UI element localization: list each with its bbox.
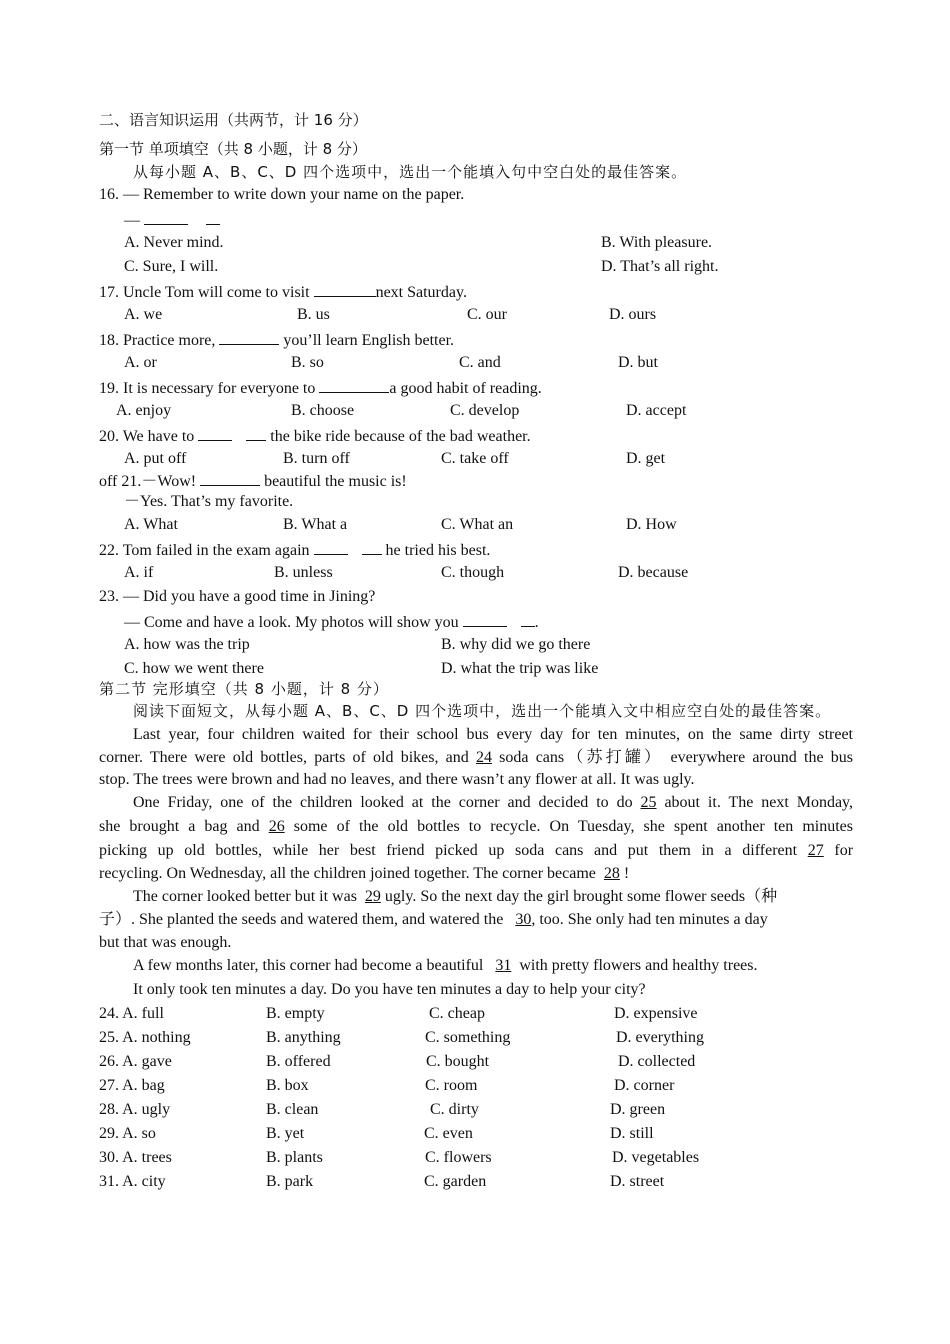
answer-blank: [319, 376, 389, 393]
cloze-option: B. anything: [266, 1029, 341, 1046]
option: C. though: [441, 564, 505, 581]
passage-line: One Friday, one of the children looked at the corner and decided to do 25 about it. The next Monday,: [133, 794, 854, 811]
section1-instruction: 从每小题 A、B、C、D 四个选项中，选出一个能填入句中空白处的最佳答案。: [133, 163, 688, 181]
cloze-option: B. offered: [266, 1053, 331, 1070]
option: A. or: [124, 354, 157, 371]
blank-25: 25: [640, 794, 657, 811]
option: D. get: [626, 450, 666, 467]
cloze-option: C. room: [425, 1077, 478, 1094]
option: D. but: [618, 354, 658, 371]
blank-26: 26: [268, 818, 285, 835]
passage-line: stop. The trees were brown and had no leaves, and there wasn’t any flower at all. It was ugly.: [99, 771, 695, 788]
option: A. put off: [124, 450, 187, 467]
cloze-option: 25. A. nothing: [99, 1029, 191, 1046]
answer-blank: [144, 208, 188, 225]
cloze-option: D. everything: [616, 1029, 704, 1046]
cloze-option: 31. A. city: [99, 1173, 166, 1190]
blank-24: 24: [475, 749, 492, 766]
cloze-option: 28. A. ugly: [99, 1101, 171, 1118]
cloze-option: C. something: [425, 1029, 511, 1046]
blank-27: 27: [807, 842, 824, 859]
option: B. why did we go there: [441, 636, 591, 653]
question-20-stem: 20. We have to the bike ride because of the bad weather.: [99, 424, 531, 448]
option: A. if: [124, 564, 154, 581]
question-19-stem: 19. It is necessary for everyone to a good habit of reading.: [99, 376, 542, 400]
passage-line: A few months later, this corner had become a beautiful 31 with pretty flowers and healthy trees.: [133, 957, 758, 974]
option: D. because: [618, 564, 689, 581]
answer-blank: [362, 538, 382, 555]
cloze-option: C. garden: [424, 1173, 487, 1190]
cloze-option: D. collected: [618, 1053, 696, 1070]
passage-line: she brought a bag and 26 some of the old bottles to recycle. On Tuesday, she spent another ten minutes: [99, 818, 854, 835]
cloze-option: 27. A. bag: [99, 1077, 165, 1094]
cloze-option: B. yet: [266, 1125, 305, 1142]
cloze-option: C. dirty: [430, 1101, 479, 1118]
blank-31: 31: [495, 957, 512, 974]
option: C. Sure, I will.: [124, 258, 219, 275]
option: D. How: [626, 516, 677, 533]
option: B. so: [291, 354, 324, 371]
question-18-stem: 18. Practice more, you’ll learn English better.: [99, 328, 454, 352]
cloze-option: 30. A. trees: [99, 1149, 172, 1166]
question-21-stem: off 21.－Wow! beautiful the music is!: [99, 469, 407, 493]
option: C. and: [459, 354, 501, 371]
cloze-option: C. cheap: [429, 1005, 485, 1022]
answer-blank: [314, 538, 348, 555]
passage-line: It only took ten minutes a day. Do you have ten minutes a day to help your city?: [133, 981, 646, 998]
answer-blank: [219, 328, 279, 345]
blank-30: 30: [515, 911, 532, 928]
option: A. enjoy: [116, 402, 172, 419]
option: B. What a: [283, 516, 348, 533]
section-heading: 二、语言知识运用（共两节，计 16 分）: [99, 111, 368, 129]
option: B. us: [297, 306, 330, 323]
option: B. choose: [291, 402, 355, 419]
cloze-option: B. box: [266, 1077, 309, 1094]
cloze-option: D. expensive: [614, 1005, 698, 1022]
answer-blank: [521, 610, 535, 627]
cloze-option: 24. A. full: [99, 1005, 164, 1022]
blank-29: 29: [364, 888, 381, 905]
question-16-reply: —: [124, 208, 220, 232]
passage-line: 子）. She planted the seeds and watered them, and watered the 30, too. She only had ten minutes a day: [99, 911, 768, 928]
option: B. unless: [274, 564, 333, 581]
passage-line: picking up old bottles, while her best friend picked up soda cans and put them in a different 27 for: [99, 842, 854, 859]
passage-line: recycling. On Wednesday, all the children joined together. The corner became 28 !: [99, 865, 630, 882]
option: C. develop: [450, 402, 520, 419]
option: C. take off: [441, 450, 509, 467]
option: D. ours: [609, 306, 657, 323]
option: B. turn off: [283, 450, 350, 467]
cloze-option: D. still: [610, 1125, 654, 1142]
option: B. With pleasure.: [601, 234, 713, 251]
cloze-option: D. corner: [614, 1077, 675, 1094]
answer-blank: [314, 280, 376, 297]
cloze-option: C. even: [424, 1125, 473, 1142]
answer-blank: [198, 424, 232, 441]
question-21-reply: －Yes. That’s my favorite.: [124, 493, 294, 510]
cloze-option: D. street: [610, 1173, 665, 1190]
option: A. we: [124, 306, 163, 323]
question-16-stem: 16. — Remember to write down your name on the paper.: [99, 186, 465, 203]
answer-blank: [463, 610, 507, 627]
section2-instruction: 阅读下面短文，从每小题 A、B、C、D 四个选项中，选出一个能填入文中相应空白处的最佳答案。: [133, 702, 832, 720]
option: D. what the trip was like: [441, 660, 599, 677]
option: A. how was the trip: [124, 636, 250, 653]
cloze-option: B. plants: [266, 1149, 323, 1166]
question-23-reply: — Come and have a look. My photos will show you .: [124, 610, 539, 634]
option: A. What: [124, 516, 178, 533]
option: D. That’s all right.: [601, 258, 719, 275]
cloze-option: D. green: [610, 1101, 666, 1118]
cloze-option: D. vegetables: [612, 1149, 700, 1166]
cloze-option: C. flowers: [425, 1149, 492, 1166]
cloze-option: 29. A. so: [99, 1125, 156, 1142]
option: C. our: [467, 306, 507, 323]
answer-blank: [246, 424, 266, 441]
passage-line: but that was enough.: [99, 934, 232, 951]
option: C. how we went there: [124, 660, 264, 677]
answer-blank: [200, 469, 260, 486]
passage-line: Last year, four children waited for their school bus every day for ten minutes, on the same dirty street: [133, 726, 853, 743]
answer-blank: [206, 208, 220, 225]
cloze-option: B. park: [266, 1173, 314, 1190]
blank-28: 28: [603, 865, 620, 882]
cloze-option: 26. A. gave: [99, 1053, 172, 1070]
question-23-stem: 23. — Did you have a good time in Jining?: [99, 588, 376, 605]
section2-title: 第二节 完形填空（共 8 小题，计 8 分）: [99, 680, 389, 698]
question-22-stem: 22. Tom failed in the exam again he tried his best.: [99, 538, 490, 562]
option: A. Never mind.: [124, 234, 224, 251]
question-17-stem: 17. Uncle Tom will come to visit next Saturday.: [99, 280, 467, 304]
cloze-option: C. bought: [426, 1053, 490, 1070]
option: D. accept: [626, 402, 687, 419]
passage-line: The corner looked better but it was 29 ugly. So the next day the girl brought some flower seeds（种: [133, 888, 778, 905]
cloze-option: B. clean: [266, 1101, 319, 1118]
section1-title: 第一节 单项填空（共 8 小题，计 8 分）: [99, 140, 367, 158]
passage-line: corner. There were old bottles, parts of old bikes, and 24 soda cans（苏打罐） everywhere around the bus: [99, 749, 853, 766]
cloze-option: B. empty: [266, 1005, 325, 1022]
option: C. What an: [441, 516, 514, 533]
